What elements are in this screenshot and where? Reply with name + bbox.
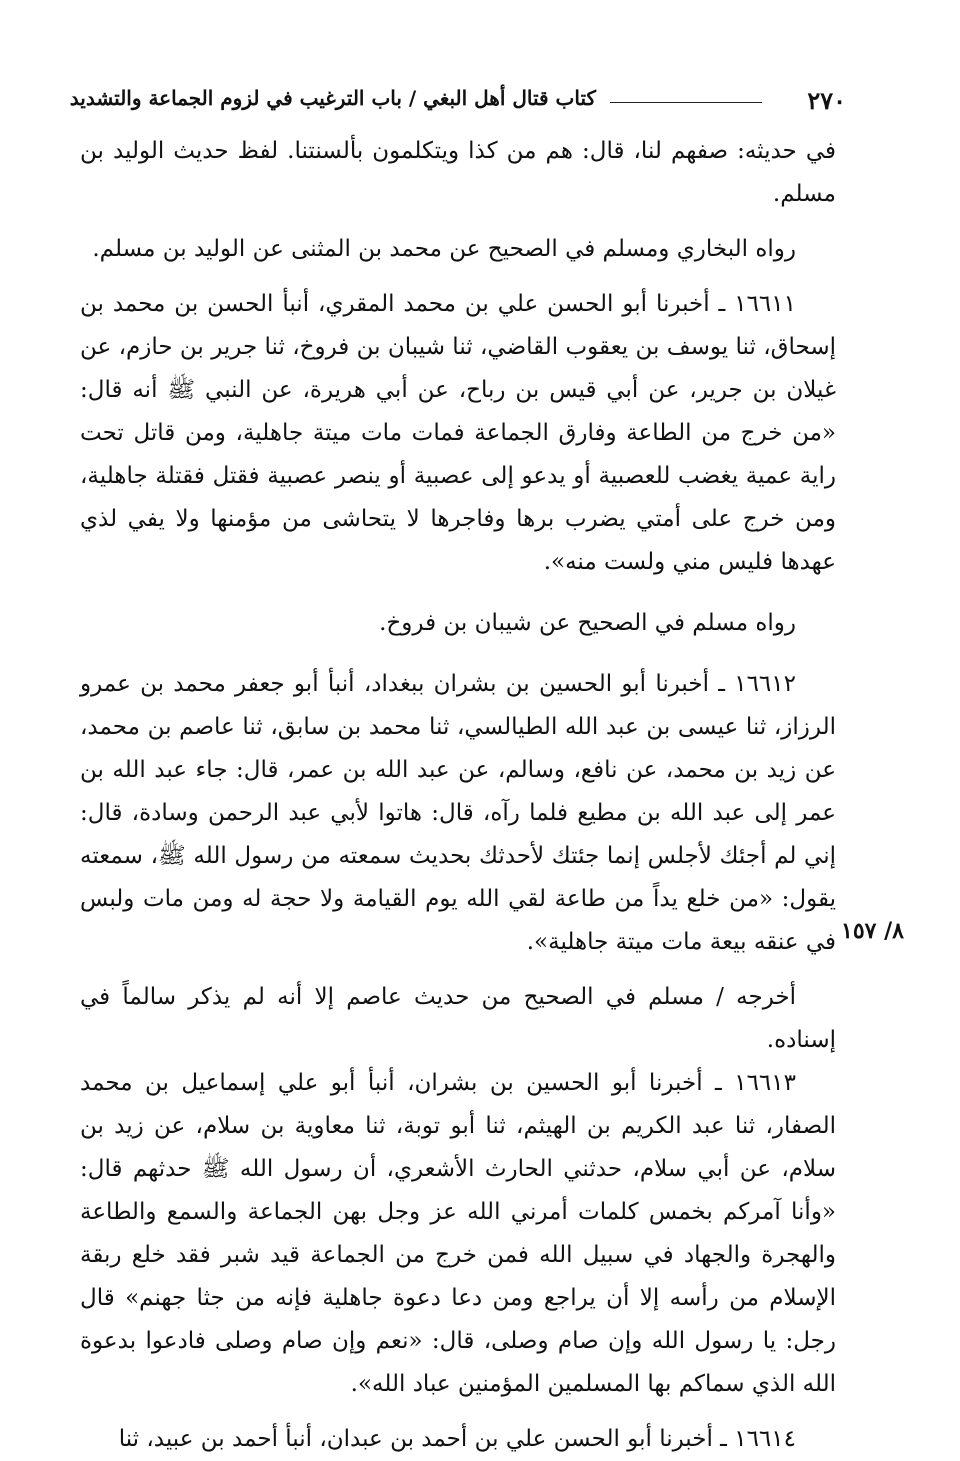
paragraph: رواه البخاري ومسلم في الصحيح عن محمد بن المثنى عن الوليد بن مسلم. bbox=[92, 236, 796, 262]
margin-reference: ٨/ ١٥٧ bbox=[841, 918, 904, 944]
hadith-paragraph: ١٦٦١٢ ـ أخبرنا أبو الحسين بن بشران ببغداد، أنبأ أبو جعفر محمد بن عمرو الرزاز، ثنا عيسى بن عبد الله الطيالسي، ثنا محمد بن سابق، ثنا عاصم بن محمد، عن زيد بن محمد، عن نافع، وسالم، عن عبد الله بن عمر، قال: جاء عبد الله بن عمر إلى عبد الله بن مطيع فلما رآه، قال: هاتوا لأبي عبد الرحمن وسادة، قال: إني لم أجئك لأجلس إنما جئتك لأحدثك بحديث سمعته من رسول الله ﷺ، سمعته يقول: «من خلع يداً من طاعة لقي الله يوم القيامة ولا حجة له ومن مات ولبس في عنقه بيعة مات ميتة جاهلية». bbox=[80, 671, 836, 955]
hadith-paragraph: ١٦٦١٤ ـ أخبرنا أبو الحسن علي بن أحمد بن عبدان، أنبأ أحمد بن عبيد، ثنا bbox=[118, 1426, 796, 1452]
page-body bbox=[80, 130, 836, 1461]
paragraph: في حديثه: صفهم لنا، قال: هم من كذا ويتكلمون بألسنتنا. لفظ حديث الوليد بن مسلم. bbox=[80, 138, 836, 207]
page-number: ٢٧٠ bbox=[807, 86, 846, 115]
hadith-paragraph: ١٦٦١١ ـ أخبرنا أبو الحسن علي بن محمد المقري، أنبأ الحسن بن محمد بن إسحاق، ثنا يوسف بن يعقوب القاضي، ثنا شيبان بن فروخ، ثنا جرير بن حازم، عن غيلان بن جرير، عن أبي قيس بن رباح، عن أبي هريرة، عن النبي ﷺ أنه قال: «من خرج من الطاعة وفارق الجماعة فمات مات ميتة جاهلية، ومن قاتل تحت راية عمية يغضب للعصبية أو يدعو إلى عصبية أو ينصر عصبية فقتل فقتلة جاهلية، ومن خرج على أمتي يضرب برها وفاجرها لا يتحاشى من مؤمنها ولا يفي لذي عهدها فليس مني ولست منه». bbox=[80, 291, 836, 575]
running-title: كتاب قتال أهل البغي / باب الترغيب في لزوم الجماعة والتشديد bbox=[69, 86, 596, 110]
paragraph: أخرجه / مسلم في الصحيح من حديث عاصم إلا أنه لم يذكر سالماً في إسناده. bbox=[80, 984, 836, 1053]
hadith-paragraph: ١٦٦١٣ ـ أخبرنا أبو الحسين بن بشران، أنبأ أبو علي إسماعيل بن محمد الصفار، ثنا عبد الكريم بن الهيثم، ثنا أبو توبة، ثنا معاوية بن سلام، عن زيد بن سلام، عن أبي سلام، حدثني الحارث الأشعري، أن رسول الله ﷺ حدثهم قال: «وأنا آمركم بخمس كلمات أمرني الله عز وجل بهن الجماعة والسمع والطاعة والهجرة والجهاد في سبيل الله فمن خرج من الجماعة قيد شبر فقد خلع ربقة الإسلام من رأسه إلا أن يراجع ومن دعا دعوة جاهلية فإنه من جثا جهنم» قال رجل: يا رسول الله وإن صام وصلى، قال: «نعم وإن صام وصلى فادعوا بدعوة الله الذي سماكم بها المسلمين المؤمنين عباد الله». bbox=[80, 1070, 836, 1397]
header-rule bbox=[610, 102, 762, 103]
page-header bbox=[69, 80, 846, 116]
paragraph: رواه مسلم في الصحيح عن شيبان بن فروخ. bbox=[379, 610, 796, 636]
